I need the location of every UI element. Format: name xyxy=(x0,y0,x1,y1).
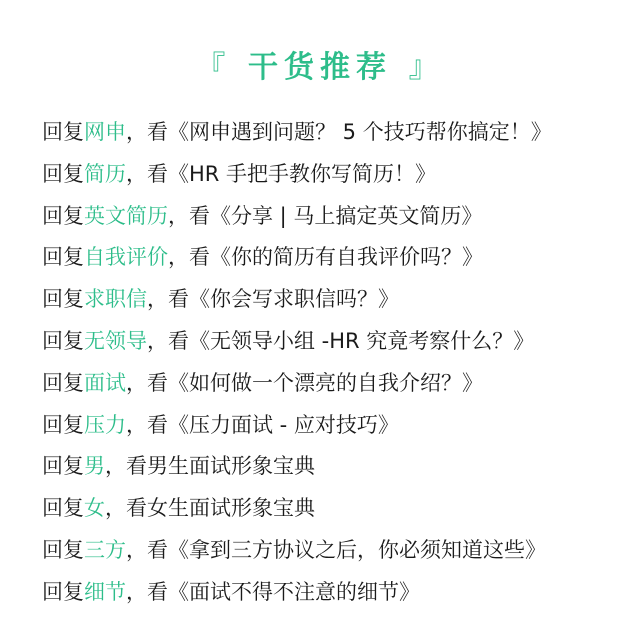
article-title: ，看《压力面试 - 应对技巧》 xyxy=(126,412,399,437)
article-title: ，看《你的简历有自我评价吗？》 xyxy=(168,245,483,270)
reply-keyword: 女 xyxy=(84,496,105,521)
article-title: ，看《无领导小组 -HR 究竟考察什么？》 xyxy=(147,328,535,353)
reply-prefix: 回复 xyxy=(42,328,84,353)
reply-prefix: 回复 xyxy=(42,537,84,562)
title-bracket-right: 』 xyxy=(408,50,445,85)
title-bracket-left: 『 xyxy=(195,50,232,85)
recommendation-list xyxy=(42,112,632,614)
list-item xyxy=(42,530,632,572)
reply-keyword: 自我评价 xyxy=(84,245,168,270)
title-text: 干货推荐 xyxy=(248,50,392,85)
list-item xyxy=(42,112,632,154)
reply-prefix: 回复 xyxy=(42,120,84,144)
reply-prefix: 回复 xyxy=(42,370,84,395)
reply-keyword: 面试 xyxy=(84,370,126,395)
reply-keyword: 英文简历 xyxy=(84,203,168,228)
list-item xyxy=(42,572,632,614)
reply-keyword: 简历 xyxy=(84,161,126,186)
list-item xyxy=(42,446,632,488)
reply-prefix: 回复 xyxy=(42,203,84,228)
reply-prefix: 回复 xyxy=(42,579,84,604)
list-item xyxy=(42,405,632,447)
article-title: ，看《网申遇到问题？ 5 个技巧帮你搞定！》 xyxy=(126,120,552,144)
reply-keyword: 三方 xyxy=(84,537,126,562)
article-title: ，看《分享 | 马上搞定英文简历》 xyxy=(168,203,483,228)
article-title: ，看《你会写求职信吗？》 xyxy=(147,287,399,312)
list-item xyxy=(42,363,632,405)
article-title: ，看男生面试形象宝典 xyxy=(105,454,315,479)
reply-prefix: 回复 xyxy=(42,454,84,479)
reply-keyword: 男 xyxy=(84,454,105,479)
reply-keyword: 网申 xyxy=(84,120,126,144)
article-title: ，看《拿到三方协议之后，你必须知道这些》 xyxy=(126,537,546,562)
list-item xyxy=(42,237,632,279)
list-item xyxy=(42,488,632,530)
page-title xyxy=(0,46,640,90)
article-title: ，看《HR 手把手教你写简历！》 xyxy=(126,161,437,186)
list-item xyxy=(42,279,632,321)
reply-keyword: 求职信 xyxy=(84,287,147,312)
reply-prefix: 回复 xyxy=(42,245,84,270)
article-title: ，看女生面试形象宝典 xyxy=(105,496,315,521)
article-title: ，看《如何做一个漂亮的自我介绍？》 xyxy=(126,370,483,395)
reply-prefix: 回复 xyxy=(42,496,84,521)
reply-keyword: 压力 xyxy=(84,412,126,437)
reply-prefix: 回复 xyxy=(42,412,84,437)
list-item xyxy=(42,196,632,238)
reply-keyword: 细节 xyxy=(84,579,126,604)
article-title: ，看《面试不得不注意的细节》 xyxy=(126,579,420,604)
reply-prefix: 回复 xyxy=(42,287,84,312)
reply-keyword: 无领导 xyxy=(84,328,147,353)
list-item xyxy=(42,154,632,196)
list-item xyxy=(42,321,632,363)
reply-prefix: 回复 xyxy=(42,161,84,186)
